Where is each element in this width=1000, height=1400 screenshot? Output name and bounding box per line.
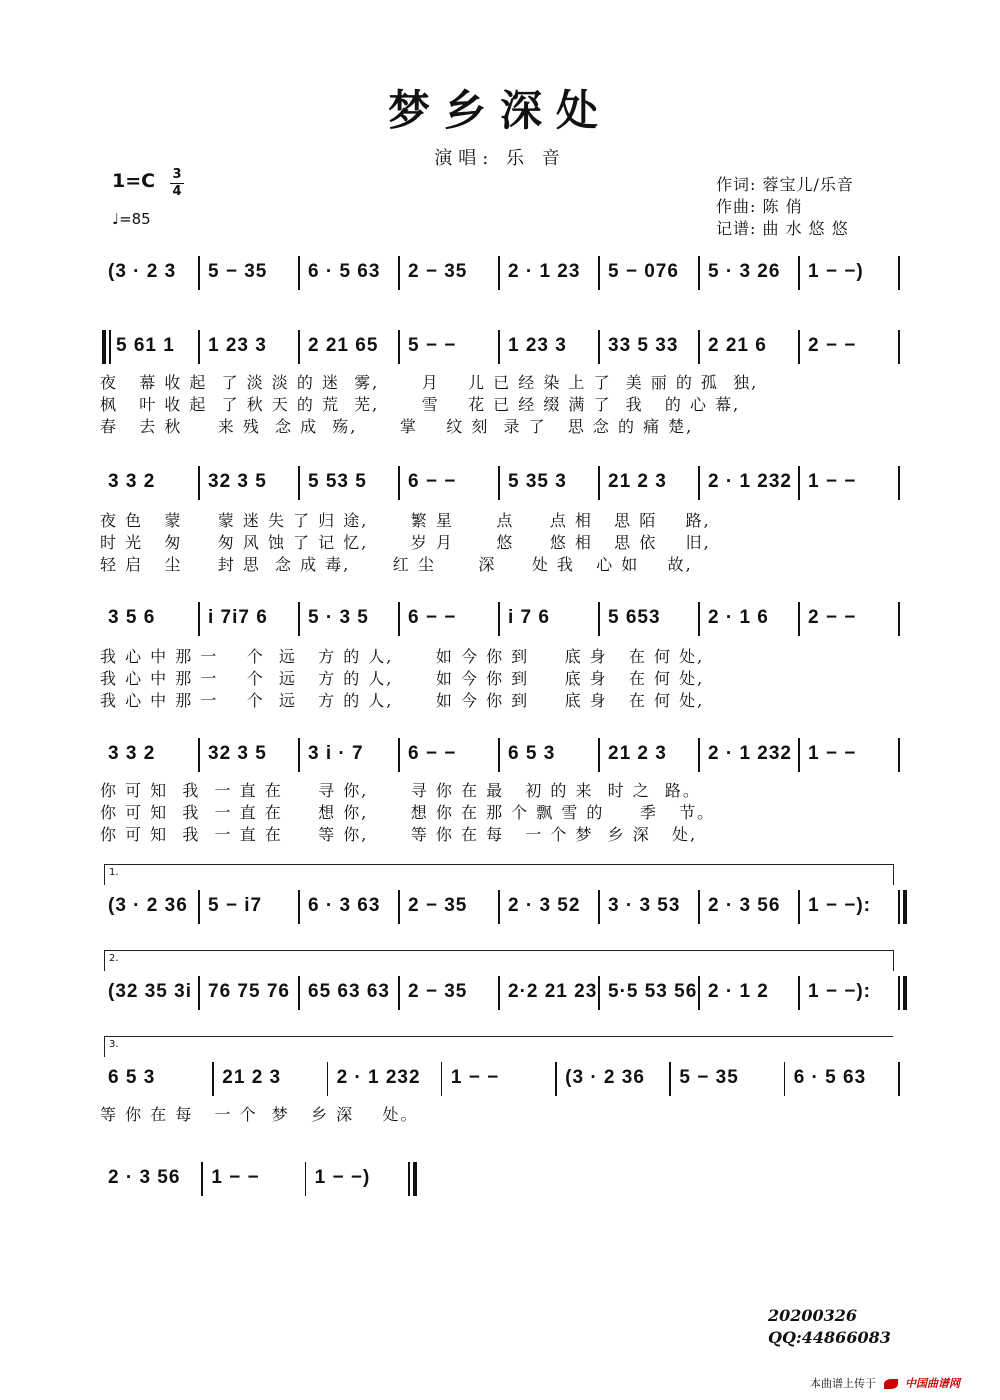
- barline: [669, 1062, 671, 1096]
- measure-notes: 32 3 5: [208, 743, 267, 764]
- staff-row: [100, 734, 900, 778]
- barline: [198, 330, 200, 364]
- staff-row: [100, 1158, 410, 1202]
- measure-notes: 65 63 63: [308, 981, 390, 1002]
- volta-number: 3.: [109, 1039, 119, 1050]
- measure-notes: (3 · 2 3: [108, 261, 177, 282]
- lyric-line: 我 心 中 那 一 个 远 方 的 人, 如 今 你 到 底 身 在 何 处,: [100, 647, 705, 666]
- measure-notes: 2 · 3 52: [508, 895, 581, 916]
- lyric-line: 你 可 知 我 一 直 在 寻 你, 寻 你 在 最 初 的 来 时 之 路。: [100, 781, 701, 800]
- site-name: 中国曲谱网: [905, 1377, 960, 1390]
- barline: [598, 890, 600, 924]
- lyric-line: 你 可 知 我 一 直 在 等 你, 等 你 在 每 一 个 梦 乡 深 处,: [100, 825, 698, 844]
- measure-notes: 6 − −: [408, 743, 457, 764]
- barline: [298, 330, 300, 364]
- volta-number: 1.: [109, 867, 119, 878]
- measure-notes: 2 21 65: [308, 335, 379, 356]
- measure-notes: 3 i · 7: [308, 743, 364, 764]
- barline: [898, 256, 900, 290]
- measure-notes: 2 · 1 6: [708, 607, 769, 628]
- barline: [698, 890, 700, 924]
- staff-row: [100, 326, 900, 370]
- credits-block: [716, 174, 854, 240]
- barline: [498, 602, 500, 636]
- barline: [798, 602, 800, 636]
- lyric-line: 时 光 匆 匆 风 蚀 了 记 忆, 岁 月 悠 悠 相 思 依 旧,: [100, 533, 711, 552]
- staff-row: [100, 462, 900, 506]
- time-signature: [170, 168, 184, 199]
- end-barline: [903, 976, 907, 1010]
- measure-notes: 6 · 3 63: [308, 895, 381, 916]
- staff-row: [100, 598, 900, 642]
- barline: [698, 738, 700, 772]
- barline: [698, 256, 700, 290]
- barline: [198, 976, 200, 1010]
- measure-notes: 5 653: [608, 607, 661, 628]
- footer-qq: QQ:44866083: [768, 1328, 891, 1347]
- measure-notes: 1 − −: [808, 471, 857, 492]
- measure-notes: 2 · 1 2: [708, 981, 769, 1002]
- time-signature-top: 3: [172, 167, 182, 182]
- measure-notes: 1 − −): [314, 1167, 371, 1188]
- measure-notes: 3 3 2: [108, 743, 156, 764]
- barline: [898, 466, 900, 500]
- measure-notes: (3 · 2 36: [565, 1067, 645, 1088]
- lyric-line: 枫 叶 收 起 了 秋 天 的 荒 芜, 雪 花 已 经 缀 满 了 我 的 心 幕,: [100, 395, 741, 414]
- measure-notes: 2 − 35: [408, 261, 468, 282]
- measure-notes: i 7i7 6: [208, 607, 268, 628]
- measure-notes: 1 − −):: [808, 895, 871, 916]
- measure-notes: 5 53 5: [308, 471, 367, 492]
- measure-notes: 2 − −: [808, 607, 857, 628]
- measure-notes: 2·2 21 23: [508, 981, 598, 1002]
- barline: [212, 1062, 214, 1096]
- lyric-line: 轻 启 尘 封 思 念 成 毒, 红 尘 深 处 我 心 如 故,: [100, 555, 693, 574]
- barline: [298, 976, 300, 1010]
- barline: [198, 738, 200, 772]
- barline: [498, 256, 500, 290]
- barline: [798, 976, 800, 1010]
- measure-notes: 5 35 3: [508, 471, 567, 492]
- measure-notes: 6 5 3: [508, 743, 556, 764]
- measure-notes: 6 − −: [408, 471, 457, 492]
- barline: [298, 602, 300, 636]
- barline: [598, 466, 600, 500]
- measure-notes: 2 − 35: [408, 895, 468, 916]
- measure-notes: 2 · 1 232: [708, 471, 792, 492]
- transcriber-credit: 记谱: 曲 水 悠 悠: [716, 219, 849, 238]
- barline: [598, 602, 600, 636]
- lyric-line: 我 心 中 那 一 个 远 方 的 人, 如 今 你 到 底 身 在 何 处,: [100, 669, 705, 688]
- barline: [598, 738, 600, 772]
- measure-notes: 2 − −: [808, 335, 857, 356]
- barline: [698, 976, 700, 1010]
- footer-date: 20200326: [768, 1306, 858, 1325]
- repeat-start-barline: [102, 330, 106, 364]
- measure-notes: 3 5 6: [108, 607, 156, 628]
- measure-notes: 5 − −: [408, 335, 457, 356]
- barline: [398, 890, 400, 924]
- measure-notes: 2 − 35: [408, 981, 468, 1002]
- barline: [698, 466, 700, 500]
- barline: [305, 1162, 307, 1196]
- barline: [198, 256, 200, 290]
- lyric-line: 等 你 在 每 一 个 梦 乡 深 处。: [100, 1105, 419, 1124]
- repeat-start-barline: [109, 330, 111, 364]
- barline: [598, 256, 600, 290]
- barline: [598, 330, 600, 364]
- lyric-line: 你 可 知 我 一 直 在 想 你, 想 你 在 那 个 飘 雪 的 季 节。: [100, 803, 716, 822]
- measure-notes: 6 − −: [408, 607, 457, 628]
- site-logo-icon: [884, 1379, 898, 1389]
- barline: [898, 976, 900, 1010]
- barline: [798, 256, 800, 290]
- barline: [898, 890, 900, 924]
- key-signature: 1=C: [112, 170, 156, 192]
- measure-notes: 3 3 2: [108, 471, 156, 492]
- barline: [784, 1062, 786, 1096]
- barline: [298, 890, 300, 924]
- barline: [408, 1162, 410, 1196]
- barline: [498, 890, 500, 924]
- measure-notes: 33 5 33: [608, 335, 679, 356]
- measure-notes: 2 · 1 23: [508, 261, 581, 282]
- barline: [298, 466, 300, 500]
- barline: [898, 738, 900, 772]
- measure-notes: 5 61 1: [116, 335, 175, 356]
- measure-notes: 21 2 3: [222, 1067, 282, 1088]
- measure-notes: 1 23 3: [208, 335, 267, 356]
- measure-notes: 2 · 3 56: [708, 895, 781, 916]
- tempo-marking: ♩=85: [112, 210, 151, 228]
- upload-text: 本曲谱上传于: [810, 1377, 876, 1390]
- barline: [898, 602, 900, 636]
- time-signature-bottom: 4: [172, 184, 182, 199]
- staff-row: [100, 972, 900, 1016]
- measure-notes: 2 · 1 232: [336, 1067, 421, 1088]
- measure-notes: 3 · 3 53: [608, 895, 681, 916]
- measure-notes: 76 75 76: [208, 981, 290, 1002]
- measure-notes: 1 − −):: [808, 981, 871, 1002]
- lyric-line: 春 去 秋 来 残 念 成 殇, 掌 纹 刻 录 了 思 念 的 痛 楚,: [100, 417, 694, 436]
- barline: [298, 738, 300, 772]
- measure-notes: i 7 6: [508, 607, 550, 628]
- barline: [598, 976, 600, 1010]
- measure-notes: 2 · 3 56: [108, 1167, 181, 1188]
- measure-notes: 1 − −: [808, 743, 857, 764]
- staff-row: [100, 1058, 900, 1102]
- barline: [398, 738, 400, 772]
- measure-notes: 5 − 35: [208, 261, 268, 282]
- singer-credit: 演唱: 乐 音: [434, 148, 566, 169]
- measure-notes: 21 2 3: [608, 743, 667, 764]
- barline: [298, 256, 300, 290]
- composer-credit: 作曲: 陈 俏: [716, 197, 803, 216]
- barline: [498, 466, 500, 500]
- barline: [198, 466, 200, 500]
- measure-notes: 5 − i7: [208, 895, 263, 916]
- measure-notes: 5 − 35: [679, 1067, 739, 1088]
- barline: [398, 330, 400, 364]
- volta-bracket: [104, 864, 894, 885]
- barline: [398, 466, 400, 500]
- staff-row: [100, 252, 900, 296]
- volta-bracket: [104, 1036, 893, 1057]
- measure-notes: 2 · 1 232: [708, 743, 792, 764]
- barline: [798, 466, 800, 500]
- measure-notes: 5 − 076: [608, 261, 679, 282]
- barline: [201, 1162, 203, 1196]
- barline: [498, 738, 500, 772]
- measure-notes: 1 − −: [450, 1067, 500, 1088]
- measure-notes: 5 · 3 26: [708, 261, 781, 282]
- barline: [441, 1062, 443, 1096]
- measure-notes: 5·5 53 56: [608, 981, 698, 1002]
- measure-notes: (32 35 3i: [108, 981, 192, 1002]
- upload-notice: [810, 1375, 960, 1391]
- measure-notes: 21 2 3: [608, 471, 667, 492]
- volta-bracket: [104, 950, 894, 971]
- barline: [798, 330, 800, 364]
- measure-notes: 6 · 5 63: [308, 261, 381, 282]
- measure-notes: 1 23 3: [508, 335, 567, 356]
- lyric-line: 夜 幕 收 起 了 淡 淡 的 迷 雾, 月 儿 已 经 染 上 了 美 丽 的 孤 独,: [100, 373, 759, 392]
- barline: [198, 890, 200, 924]
- barline: [398, 602, 400, 636]
- barline: [898, 330, 900, 364]
- measure-notes: 2 21 6: [708, 335, 767, 356]
- measure-notes: 32 3 5: [208, 471, 267, 492]
- lyric-line: 夜 色 蒙 蒙 迷 失 了 归 途, 繁 星 点 点 相 思 陌 路,: [100, 511, 711, 530]
- measure-notes: 6 · 5 63: [793, 1067, 867, 1088]
- barline: [698, 602, 700, 636]
- barline: [898, 1062, 900, 1096]
- barline: [398, 976, 400, 1010]
- end-barline: [413, 1162, 417, 1196]
- barline: [498, 330, 500, 364]
- barline: [398, 256, 400, 290]
- barline: [198, 602, 200, 636]
- volta-number: 2.: [109, 953, 119, 964]
- barline: [555, 1062, 557, 1096]
- measure-notes: 5 · 3 5: [308, 607, 369, 628]
- page-title: 梦乡深处: [387, 86, 612, 135]
- measure-notes: 6 5 3: [108, 1067, 156, 1088]
- barline: [698, 330, 700, 364]
- barline: [798, 890, 800, 924]
- measure-notes: 1 − −: [211, 1167, 260, 1188]
- measure-notes: 1 − −): [808, 261, 864, 282]
- measure-notes: (3 · 2 36: [108, 895, 188, 916]
- barline: [327, 1062, 329, 1096]
- barline: [498, 976, 500, 1010]
- end-barline: [903, 890, 907, 924]
- lyricist-credit: 作词: 蓉宝儿/乐音: [716, 175, 854, 194]
- lyric-line: 我 心 中 那 一 个 远 方 的 人, 如 今 你 到 底 身 在 何 处,: [100, 691, 705, 710]
- staff-row: [100, 886, 900, 930]
- barline: [798, 738, 800, 772]
